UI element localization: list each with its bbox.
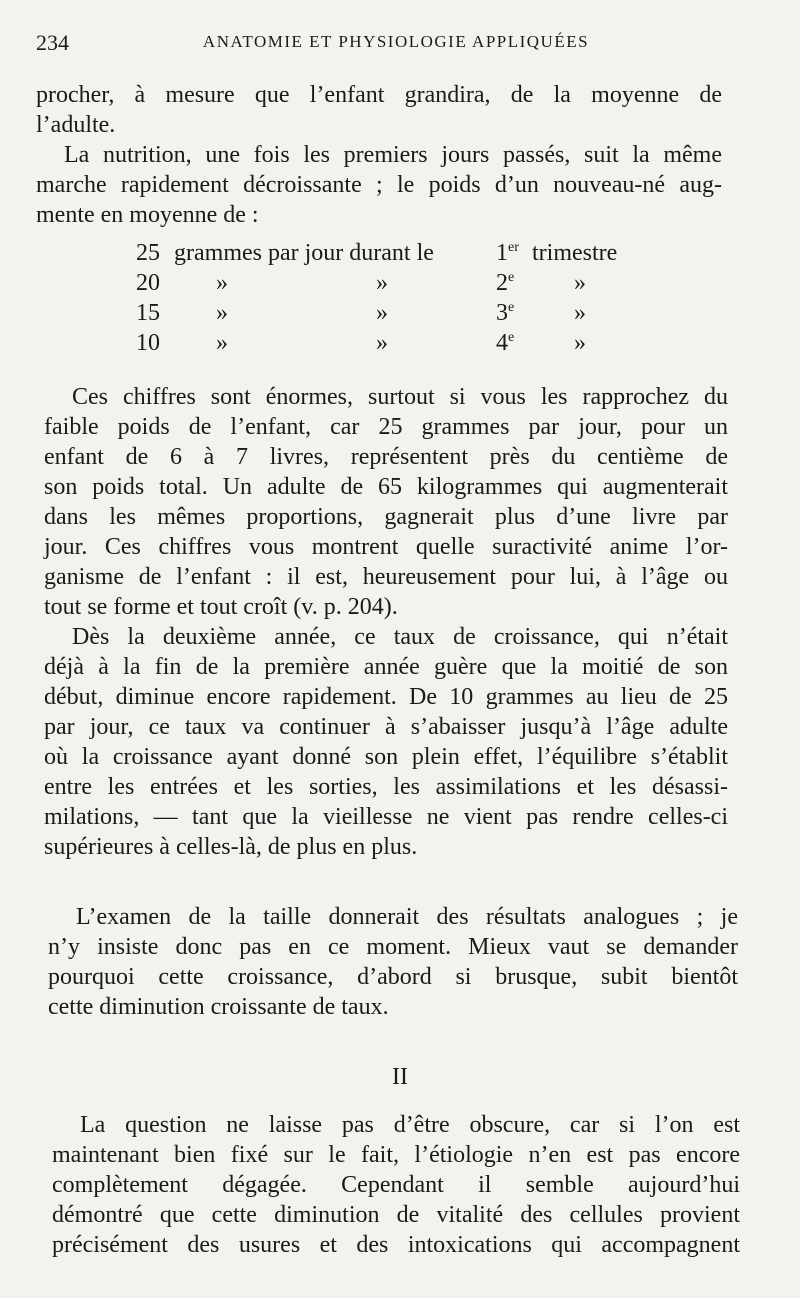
text-line: milations, — tant que la vieillesse ne vient pas rendre celles-ci <box>44 804 728 830</box>
section-heading: II <box>392 1064 408 1090</box>
paragraph-block-4 <box>52 1110 740 1260</box>
ordinal-number: 2 <box>496 270 508 296</box>
ditto-cell: » <box>376 270 388 296</box>
ordinal-number: 4 <box>496 330 508 356</box>
amount-cell: 20 <box>136 270 160 296</box>
ditto-cell: » <box>216 330 228 356</box>
ditto-cell: » <box>376 300 388 326</box>
ordinal-suffix: er <box>508 240 519 255</box>
table-row <box>136 240 656 270</box>
text-line: supérieures à celles-là, de plus en plus. <box>44 834 418 860</box>
ordinal-suffix: e <box>508 270 515 285</box>
text-line: faible poids de l’enfant, car 25 grammes par jour, pour un <box>44 414 728 440</box>
text-line: L’examen de la taille donnerait des résultats analogues ; je <box>76 904 738 930</box>
table-row <box>136 330 656 360</box>
text-line: enfant de 6 à 7 livres, représentent près du centième de <box>44 444 728 470</box>
ditto-cell: » <box>574 270 586 296</box>
text-line: n’y insiste donc pas en ce moment. Mieux vaut se demander <box>48 934 738 960</box>
period-label: trimestre <box>532 240 618 266</box>
text-line: précisément des usures et des intoxications qui accompagnent <box>52 1232 740 1258</box>
text-line: jour. Ces chiffres vous montrent quelle suractivité anime l’or- <box>44 534 728 560</box>
text-line: l’adulte. <box>36 112 116 138</box>
amount-cell: 10 <box>136 330 160 356</box>
text-line: La nutrition, une fois les premiers jours passés, suit la même <box>64 142 722 168</box>
text-line: où la croissance ayant donné son plein effet, l’équilibre s’établit <box>44 744 728 770</box>
text-line: déjà à la fin de la première année guère que la moitié de son <box>44 654 728 680</box>
paragraph-block-2 <box>44 382 728 862</box>
ordinal-cell <box>496 300 514 327</box>
text-line: marche rapidement décroissante ; le poids d’un nouveau-né aug- <box>36 172 722 198</box>
text-line: La question ne laisse pas d’être obscure, car si l’on est <box>80 1112 740 1138</box>
text-line: Ces chiffres sont énormes, surtout si vous les rapprochez du <box>72 384 728 410</box>
text-line: démontré que cette diminution de vitalité des cellules provient <box>52 1202 740 1228</box>
text-line: tout se forme et tout croît (v. p. 204). <box>44 594 398 620</box>
unit-cell: grammes par jour durant le <box>174 240 434 266</box>
page-header <box>36 30 756 58</box>
ordinal-suffix: e <box>508 300 515 315</box>
ditto-cell: » <box>216 270 228 296</box>
ditto-cell: » <box>216 300 228 326</box>
amount-cell: 15 <box>136 300 160 326</box>
text-line: début, diminue encore rapidement. De 10 grammes au lieu de 25 <box>44 684 728 710</box>
ordinal-number: 1 <box>496 240 508 266</box>
text-line: son poids total. Un adulte de 65 kilogrammes qui augmenterait <box>44 474 728 500</box>
amount-cell: 25 <box>136 240 160 266</box>
text-line: mente en moyenne de : <box>36 202 259 228</box>
text-line: maintenant bien fixé sur le fait, l’étiologie n’en est pas encore <box>52 1142 740 1168</box>
ditto-cell: » <box>574 300 586 326</box>
text-line: ganisme de l’enfant : il est, heureusement pour lui, à l’âge ou <box>44 564 728 590</box>
paragraph-block-3 <box>48 902 738 1022</box>
ordinal-cell <box>496 270 514 297</box>
text-line: Dès la deuxième année, ce taux de croissance, qui n’était <box>72 624 728 650</box>
ditto-cell: » <box>376 330 388 356</box>
text-line: dans les mêmes proportions, gagnerait plus d’une livre par <box>44 504 728 530</box>
table-row <box>136 300 656 330</box>
running-title: ANATOMIE ET PHYSIOLOGIE APPLIQUÉES <box>202 32 590 51</box>
text-line: pourquoi cette croissance, d’abord si brusque, subit bientôt <box>48 964 738 990</box>
table-row <box>136 270 656 300</box>
text-line: complètement dégagée. Cependant il semble aujourd’hui <box>52 1172 740 1198</box>
ordinal-cell <box>496 330 514 357</box>
text-line: procher, à mesure que l’enfant grandira, de la moyenne de <box>36 82 722 108</box>
ditto-cell: » <box>574 330 586 356</box>
ordinal-cell <box>496 240 519 267</box>
ordinal-suffix: e <box>508 330 515 345</box>
text-line: par jour, ce taux va continuer à s’abaisser jusqu’à l’âge adulte <box>44 714 728 740</box>
paragraph-block-1 <box>36 80 722 230</box>
text-line: entre les entrées et les sorties, les assimilations et les désassi- <box>44 774 728 800</box>
text-line: cette diminution croissante de taux. <box>48 994 389 1020</box>
page-number: 234 <box>36 30 69 55</box>
growth-table <box>136 240 656 360</box>
ordinal-number: 3 <box>496 300 508 326</box>
